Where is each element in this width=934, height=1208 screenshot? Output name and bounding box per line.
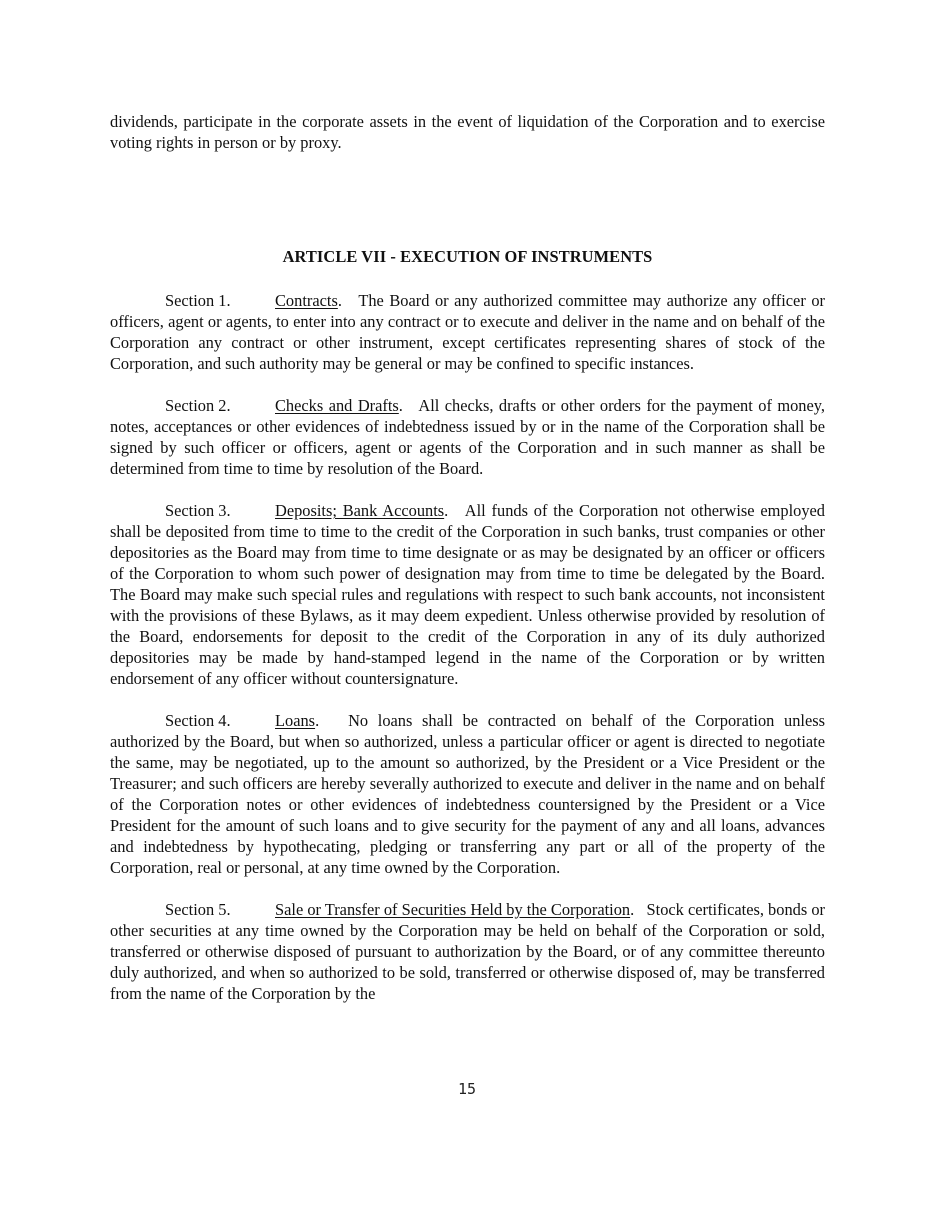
article-title: ARTICLE VII - EXECUTION OF INSTRUMENTS [282,247,653,266]
intro-paragraph: dividends, participate in the corporate assets in the event of liquidation of the Corporation and to exercise voting rights in person or by proxy. [110,112,825,152]
section-number: Section 1. [165,291,231,310]
section-title: Contracts [275,291,338,310]
section-number: Section 2. [165,396,231,415]
section-body: All checks, drafts or other orders for the payment of money, notes, acceptances or other evidences of indebtedness issued by or in the name of the Corporation shall be signed by such officer or officers, agent or agents of the Corporation and in such manner as shall be determined from time to time by resolution of the Board. [110,396,825,478]
section-body: No loans shall be contracted on behalf of the Corporation unless authorized by the Board, but when so authorized, unless a particular officer or agent is directed to negotiate the same, may be negotiated, up to the amount so authorized, by the President or a Vice President or the Treasurer; and such officers are hereby severally authorized to execute and deliver in the name and on behalf of the Corporation notes or other evidences of indebtedness countersigned by the President or a Vice President for the amount of such loans and to give security for the payment of any and all loans, advances and indebtedness by hypothecating, pledging or transferring any part or all of the property of the Corporation, real or personal, at any time owned by the Corporation. [110,711,825,877]
section-2 [110,395,825,479]
document-page [110,111,825,1025]
page-number: 15 [457,1080,477,1098]
section-4 [110,710,825,878]
section-body: All funds of the Corporation not otherwise employed shall be deposited from time to time to the credit of the Corporation in such banks, trust companies or other depositories as the Board may from time to time designate or as may be designated by an officer or officers of the Corporation to whom such power of designation may from time to time be delegated by the Board. The Board may make such special rules and regulations with respect to such bank accounts, not inconsistent with the provisions of these Bylaws, as it may deem expedient. Unless otherwise provided by resolution of the Board, endorsements for deposit to the credit of the Corporation in any of its duly authorized depositories may be made by hand-stamped legend in the name of the Corporation or by written endorsement of any officer without countersignature. [110,501,825,688]
section-title: Sale or Transfer of Securities Held by the Corporation [275,900,631,919]
section-title: Deposits; Bank Accounts [275,501,445,520]
section-title-punct: . [630,900,635,919]
section-body: The Board or any authorized committee may authorize any officer or officers, agent or agents, to enter into any contract or to execute and deliver in the name and on behalf of the Corporation any contract or other instrument, except certificates representing shares of stock of the Corporation, and such authority may be general or may be confined to specific instances. [110,291,825,373]
section-title-punct: . [398,396,403,415]
section-title-punct: . [444,501,449,520]
section-body: Stock certificates, bonds or other securities at any time owned by the Corporation may be held on behalf of the Corporation or sold, transferred or otherwise disposed of pursuant to authorization by the Board, or of any committee thereunto duly authorized, and when so authorized to be sold, transferred or otherwise disposed of, may be transferred from the name of the Corporation by the [110,900,825,1003]
section-number: Section 3. [165,501,231,520]
section-5 [110,899,825,1004]
section-title-punct: . [337,291,342,310]
section-number: Section 4. [165,711,231,730]
section-title-punct: . [315,711,320,730]
section-1 [110,290,825,374]
section-3 [110,500,825,689]
section-number: Section 5. [165,900,231,919]
section-title: Loans [275,711,316,730]
section-title: Checks and Drafts [275,396,399,415]
